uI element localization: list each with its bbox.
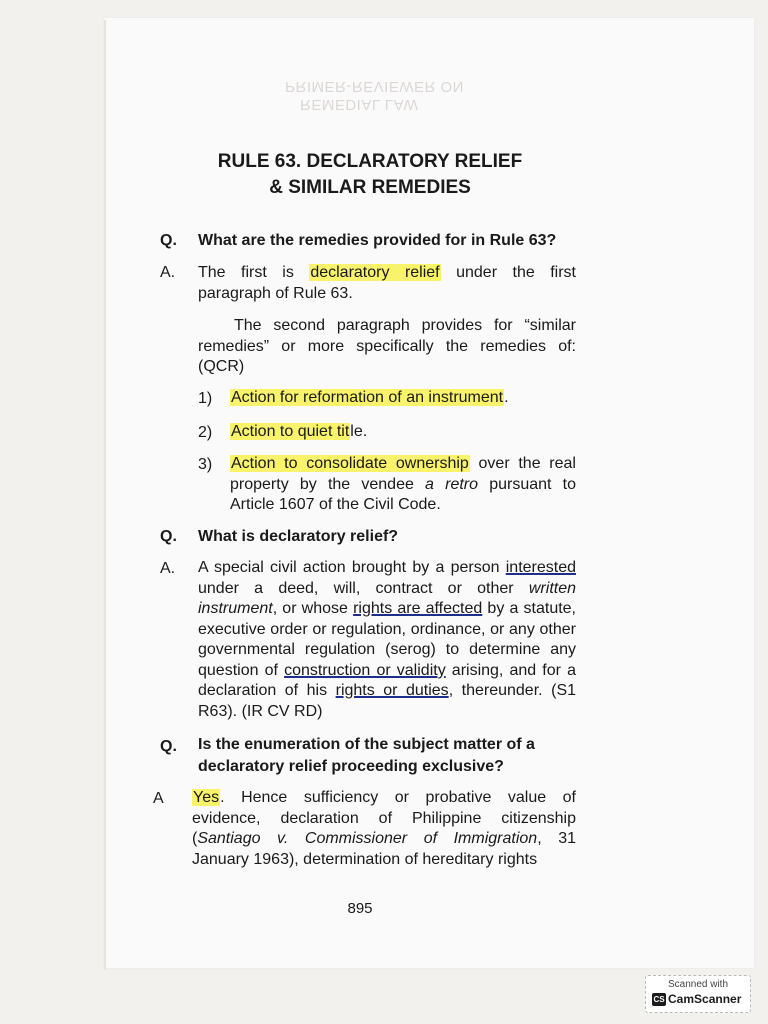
item-3-italic: a retro bbox=[425, 475, 479, 493]
item-2-rest: le. bbox=[350, 423, 368, 440]
page-number: 895 bbox=[347, 900, 373, 917]
item-1-rest: . bbox=[504, 389, 509, 406]
answer-1-para2-text: The second paragraph provides for “similar remedies” or more specifically the remedies of: (QCR) bbox=[198, 317, 576, 375]
answer-2-text: arising, and for a declaration of his bbox=[198, 661, 576, 699]
rule-title: RULE 63. DECLARATORY RELIEF bbox=[217, 151, 523, 172]
camscanner-watermark bbox=[645, 975, 751, 1013]
answer-2-text: A special civil action brought by a person bbox=[198, 559, 506, 576]
q3-label: Q. bbox=[160, 738, 177, 755]
underline-construction-validity: construction or validity bbox=[284, 661, 446, 679]
answer-2-text: , thereunder. (S1 R63). (IR CV RD) bbox=[198, 682, 577, 720]
a3-label: A bbox=[153, 790, 164, 807]
item-3-rest2: pursuant to Article 1607 of the Civil Code. bbox=[230, 475, 576, 513]
answer-2-text: under a deed, will, contract or other bbox=[198, 579, 529, 597]
item-1-number: 1) bbox=[198, 390, 213, 407]
answer-1-text: The first is bbox=[198, 264, 310, 281]
item-1 bbox=[230, 388, 576, 409]
item-3 bbox=[230, 454, 576, 516]
underline-interested: interested bbox=[505, 559, 576, 576]
watermark-brand: CamScanner bbox=[668, 992, 742, 1006]
bleed-through-line2: REMEDIAL LAW bbox=[300, 96, 419, 113]
item-2-number: 2) bbox=[198, 424, 213, 441]
answer-3 bbox=[192, 788, 576, 870]
italic-written-instrument: written instrument bbox=[198, 579, 576, 617]
answer-1-text: under the first paragraph of Rule 63. bbox=[198, 264, 577, 302]
item-1-highlight: Action for reformation of an instrument bbox=[231, 389, 504, 406]
answer-2 bbox=[198, 558, 576, 722]
question-3: Is the enumeration of the subject matter of a declaratory relief proceeding exclusive? bbox=[198, 736, 535, 775]
item-3-rest: over the real property by the vendee bbox=[230, 455, 576, 493]
question-1: What are the remedies provided for in Rule 63? bbox=[198, 232, 557, 249]
highlight-declaratory-relief: declaratory relief bbox=[310, 264, 440, 281]
camscanner-logo-icon: CS bbox=[653, 995, 665, 1004]
underline-rights-duties: rights or duties bbox=[335, 682, 449, 699]
answer-1-para1 bbox=[198, 263, 576, 304]
page-edge bbox=[104, 20, 106, 970]
watermark-caption: Scanned with bbox=[667, 979, 729, 990]
a2-label: A. bbox=[160, 560, 176, 577]
a1-label: A. bbox=[160, 264, 176, 281]
answer-2-text: by a statute, executive order or regulation, ordinance, or any other governmental regulation (serog) to determine any question of bbox=[198, 600, 577, 679]
item-3-highlight: Action to consolidate ownership bbox=[231, 455, 469, 472]
item-2 bbox=[230, 422, 576, 443]
highlight-yes: Yes bbox=[193, 789, 220, 806]
answer-2-text: , or whose bbox=[272, 600, 354, 617]
answer-1-para2 bbox=[198, 316, 576, 378]
answer-3-text: . Hence sufficiency or probative value of evidence, declaration of Philippine citizenship ( bbox=[192, 789, 576, 847]
rule-subtitle: & SIMILAR REMEDIES bbox=[269, 177, 471, 198]
item-2-highlight: Action to quiet tit bbox=[231, 423, 350, 440]
italic-case-name: Santiago v. Commissioner of Immigration bbox=[197, 830, 538, 847]
answer-3-text: , 31 January 1963), determination of hereditary rights bbox=[192, 830, 576, 868]
question-2: What is declaratory relief? bbox=[198, 528, 399, 545]
bleed-through-line1: PRIMER-REVIEWER ON bbox=[285, 78, 465, 95]
q2-label: Q. bbox=[160, 528, 177, 545]
q1-label: Q. bbox=[160, 232, 177, 249]
item-3-number: 3) bbox=[198, 456, 213, 473]
underline-rights-affected: rights are affected bbox=[353, 600, 483, 617]
